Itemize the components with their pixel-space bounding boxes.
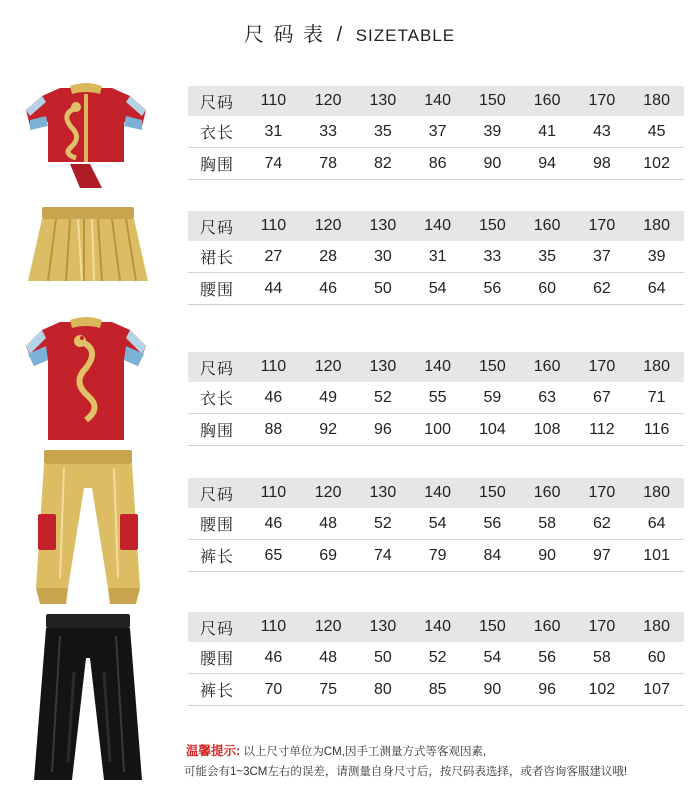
gold-pleated-skirt-icon <box>22 205 154 290</box>
cell: 170 <box>575 612 630 642</box>
cell: 62 <box>575 273 630 305</box>
cell: 170 <box>575 211 630 241</box>
cell: 67 <box>575 382 630 414</box>
cell: 100 <box>410 414 465 446</box>
cell: 86 <box>410 148 465 180</box>
cell: 110 <box>246 478 301 508</box>
table-header-row <box>188 478 684 508</box>
gold-cargo-pants-icon <box>24 448 152 613</box>
title-en: SIZETABLE <box>355 26 456 45</box>
cell: 49 <box>301 382 356 414</box>
cell: 160 <box>520 211 575 241</box>
cell: 150 <box>465 352 520 382</box>
note-line2: 可能会有1~3CM左右的误差，请测量自身尺寸后，按尺码表选择，或者咨询客服建议哦! <box>184 766 628 778</box>
row-label: 胸围 <box>188 148 246 180</box>
cell: 140 <box>410 211 465 241</box>
table-row <box>188 674 684 706</box>
cell: 48 <box>301 642 356 674</box>
cell: 54 <box>410 508 465 540</box>
table-row <box>188 540 684 572</box>
cell: 64 <box>629 508 684 540</box>
size-table-gold-pants <box>188 478 684 572</box>
cell: 37 <box>575 241 630 273</box>
red-dragon-tshirt-icon <box>20 316 152 449</box>
cell: 160 <box>520 478 575 508</box>
table-header-row <box>188 612 684 642</box>
cell: 120 <box>301 352 356 382</box>
cell: 140 <box>410 478 465 508</box>
cell: 33 <box>465 241 520 273</box>
table-row <box>188 273 684 305</box>
cell: 75 <box>301 674 356 706</box>
cell: 35 <box>520 241 575 273</box>
cell: 120 <box>301 211 356 241</box>
size-table-gold-skirt <box>188 211 684 305</box>
cell: 64 <box>629 273 684 305</box>
cell: 112 <box>575 414 630 446</box>
cell: 45 <box>629 116 684 148</box>
cell: 74 <box>356 540 411 572</box>
cell: 110 <box>246 612 301 642</box>
cell: 120 <box>301 612 356 642</box>
cell: 120 <box>301 86 356 116</box>
size-table-black-pants <box>188 612 684 706</box>
cell: 65 <box>246 540 301 572</box>
row-label: 裤长 <box>188 674 246 706</box>
cell: 84 <box>465 540 520 572</box>
table-row <box>188 382 684 414</box>
cell: 52 <box>410 642 465 674</box>
cell: 31 <box>246 116 301 148</box>
cell: 160 <box>520 86 575 116</box>
cell: 180 <box>629 86 684 116</box>
cell: 69 <box>301 540 356 572</box>
cell: 160 <box>520 612 575 642</box>
cell: 27 <box>246 241 301 273</box>
cell: 180 <box>629 612 684 642</box>
cell: 80 <box>356 674 411 706</box>
cell: 39 <box>465 116 520 148</box>
row-label: 裙长 <box>188 241 246 273</box>
row-label: 衣长 <box>188 382 246 414</box>
cell: 90 <box>520 540 575 572</box>
note-label: 温馨提示: <box>186 744 241 758</box>
size-table-red-tshirt <box>188 352 684 446</box>
cell: 54 <box>465 642 520 674</box>
cell: 140 <box>410 612 465 642</box>
title-slash: / <box>336 24 345 46</box>
cell: 140 <box>410 352 465 382</box>
cell: 102 <box>629 148 684 180</box>
cell: 108 <box>520 414 575 446</box>
cell: 50 <box>356 642 411 674</box>
row-label: 裤长 <box>188 540 246 572</box>
cell: 56 <box>465 508 520 540</box>
cell: 79 <box>410 540 465 572</box>
cell: 52 <box>356 382 411 414</box>
cell: 92 <box>301 414 356 446</box>
cell: 170 <box>575 478 630 508</box>
cell: 102 <box>575 674 630 706</box>
cell: 78 <box>301 148 356 180</box>
cell: 90 <box>465 674 520 706</box>
row-label: 尺码 <box>188 478 246 508</box>
cell: 110 <box>246 352 301 382</box>
cell: 58 <box>575 642 630 674</box>
title-cn: 尺 码 表 <box>243 24 326 46</box>
row-label: 尺码 <box>188 612 246 642</box>
cell: 48 <box>301 508 356 540</box>
cell: 96 <box>356 414 411 446</box>
size-note <box>186 741 696 782</box>
row-label: 衣长 <box>188 116 246 148</box>
cell: 107 <box>629 674 684 706</box>
cell: 110 <box>246 86 301 116</box>
cell: 180 <box>629 352 684 382</box>
row-label: 胸围 <box>188 414 246 446</box>
red-dragon-crop-top-icon <box>20 80 152 195</box>
cell: 88 <box>246 414 301 446</box>
cell: 59 <box>465 382 520 414</box>
table-header-row <box>188 352 684 382</box>
cell: 130 <box>356 612 411 642</box>
table-row <box>188 116 684 148</box>
row-label: 尺码 <box>188 352 246 382</box>
cell: 180 <box>629 478 684 508</box>
cell: 130 <box>356 478 411 508</box>
note-line1: 以上尺寸单位为CM,因手工测量方式等客观因素, <box>243 746 487 758</box>
cell: 46 <box>246 508 301 540</box>
table-row <box>188 148 684 180</box>
cell: 58 <box>520 508 575 540</box>
cell: 150 <box>465 86 520 116</box>
table-row <box>188 414 684 446</box>
cell: 50 <box>356 273 411 305</box>
cell: 140 <box>410 86 465 116</box>
table-header-row <box>188 86 684 116</box>
cell: 52 <box>356 508 411 540</box>
cell: 130 <box>356 86 411 116</box>
cell: 41 <box>520 116 575 148</box>
cell: 56 <box>465 273 520 305</box>
cell: 82 <box>356 148 411 180</box>
table-header-row <box>188 211 684 241</box>
cell: 85 <box>410 674 465 706</box>
black-satin-pants-icon <box>24 612 152 789</box>
cell: 44 <box>246 273 301 305</box>
row-label: 腰围 <box>188 273 246 305</box>
cell: 55 <box>410 382 465 414</box>
cell: 110 <box>246 211 301 241</box>
cell: 35 <box>356 116 411 148</box>
table-row <box>188 642 684 674</box>
cell: 97 <box>575 540 630 572</box>
cell: 46 <box>246 642 301 674</box>
cell: 90 <box>465 148 520 180</box>
cell: 39 <box>629 241 684 273</box>
row-label: 尺码 <box>188 211 246 241</box>
cell: 104 <box>465 414 520 446</box>
cell: 54 <box>410 273 465 305</box>
cell: 43 <box>575 116 630 148</box>
cell: 28 <box>301 241 356 273</box>
cell: 56 <box>520 642 575 674</box>
cell: 130 <box>356 211 411 241</box>
table-row <box>188 508 684 540</box>
cell: 70 <box>246 674 301 706</box>
cell: 71 <box>629 382 684 414</box>
cell: 180 <box>629 211 684 241</box>
cell: 101 <box>629 540 684 572</box>
cell: 74 <box>246 148 301 180</box>
cell: 30 <box>356 241 411 273</box>
cell: 116 <box>629 414 684 446</box>
cell: 150 <box>465 211 520 241</box>
cell: 62 <box>575 508 630 540</box>
table-row <box>188 241 684 273</box>
row-label: 腰围 <box>188 508 246 540</box>
row-label: 腰围 <box>188 642 246 674</box>
cell: 170 <box>575 352 630 382</box>
cell: 170 <box>575 86 630 116</box>
cell: 46 <box>301 273 356 305</box>
cell: 150 <box>465 612 520 642</box>
cell: 94 <box>520 148 575 180</box>
cell: 37 <box>410 116 465 148</box>
page-title <box>0 18 699 47</box>
cell: 150 <box>465 478 520 508</box>
cell: 60 <box>520 273 575 305</box>
cell: 130 <box>356 352 411 382</box>
cell: 63 <box>520 382 575 414</box>
cell: 96 <box>520 674 575 706</box>
cell: 46 <box>246 382 301 414</box>
row-label: 尺码 <box>188 86 246 116</box>
cell: 60 <box>629 642 684 674</box>
cell: 31 <box>410 241 465 273</box>
cell: 33 <box>301 116 356 148</box>
cell: 98 <box>575 148 630 180</box>
cell: 120 <box>301 478 356 508</box>
size-table-red-crop-top <box>188 86 684 180</box>
cell: 160 <box>520 352 575 382</box>
